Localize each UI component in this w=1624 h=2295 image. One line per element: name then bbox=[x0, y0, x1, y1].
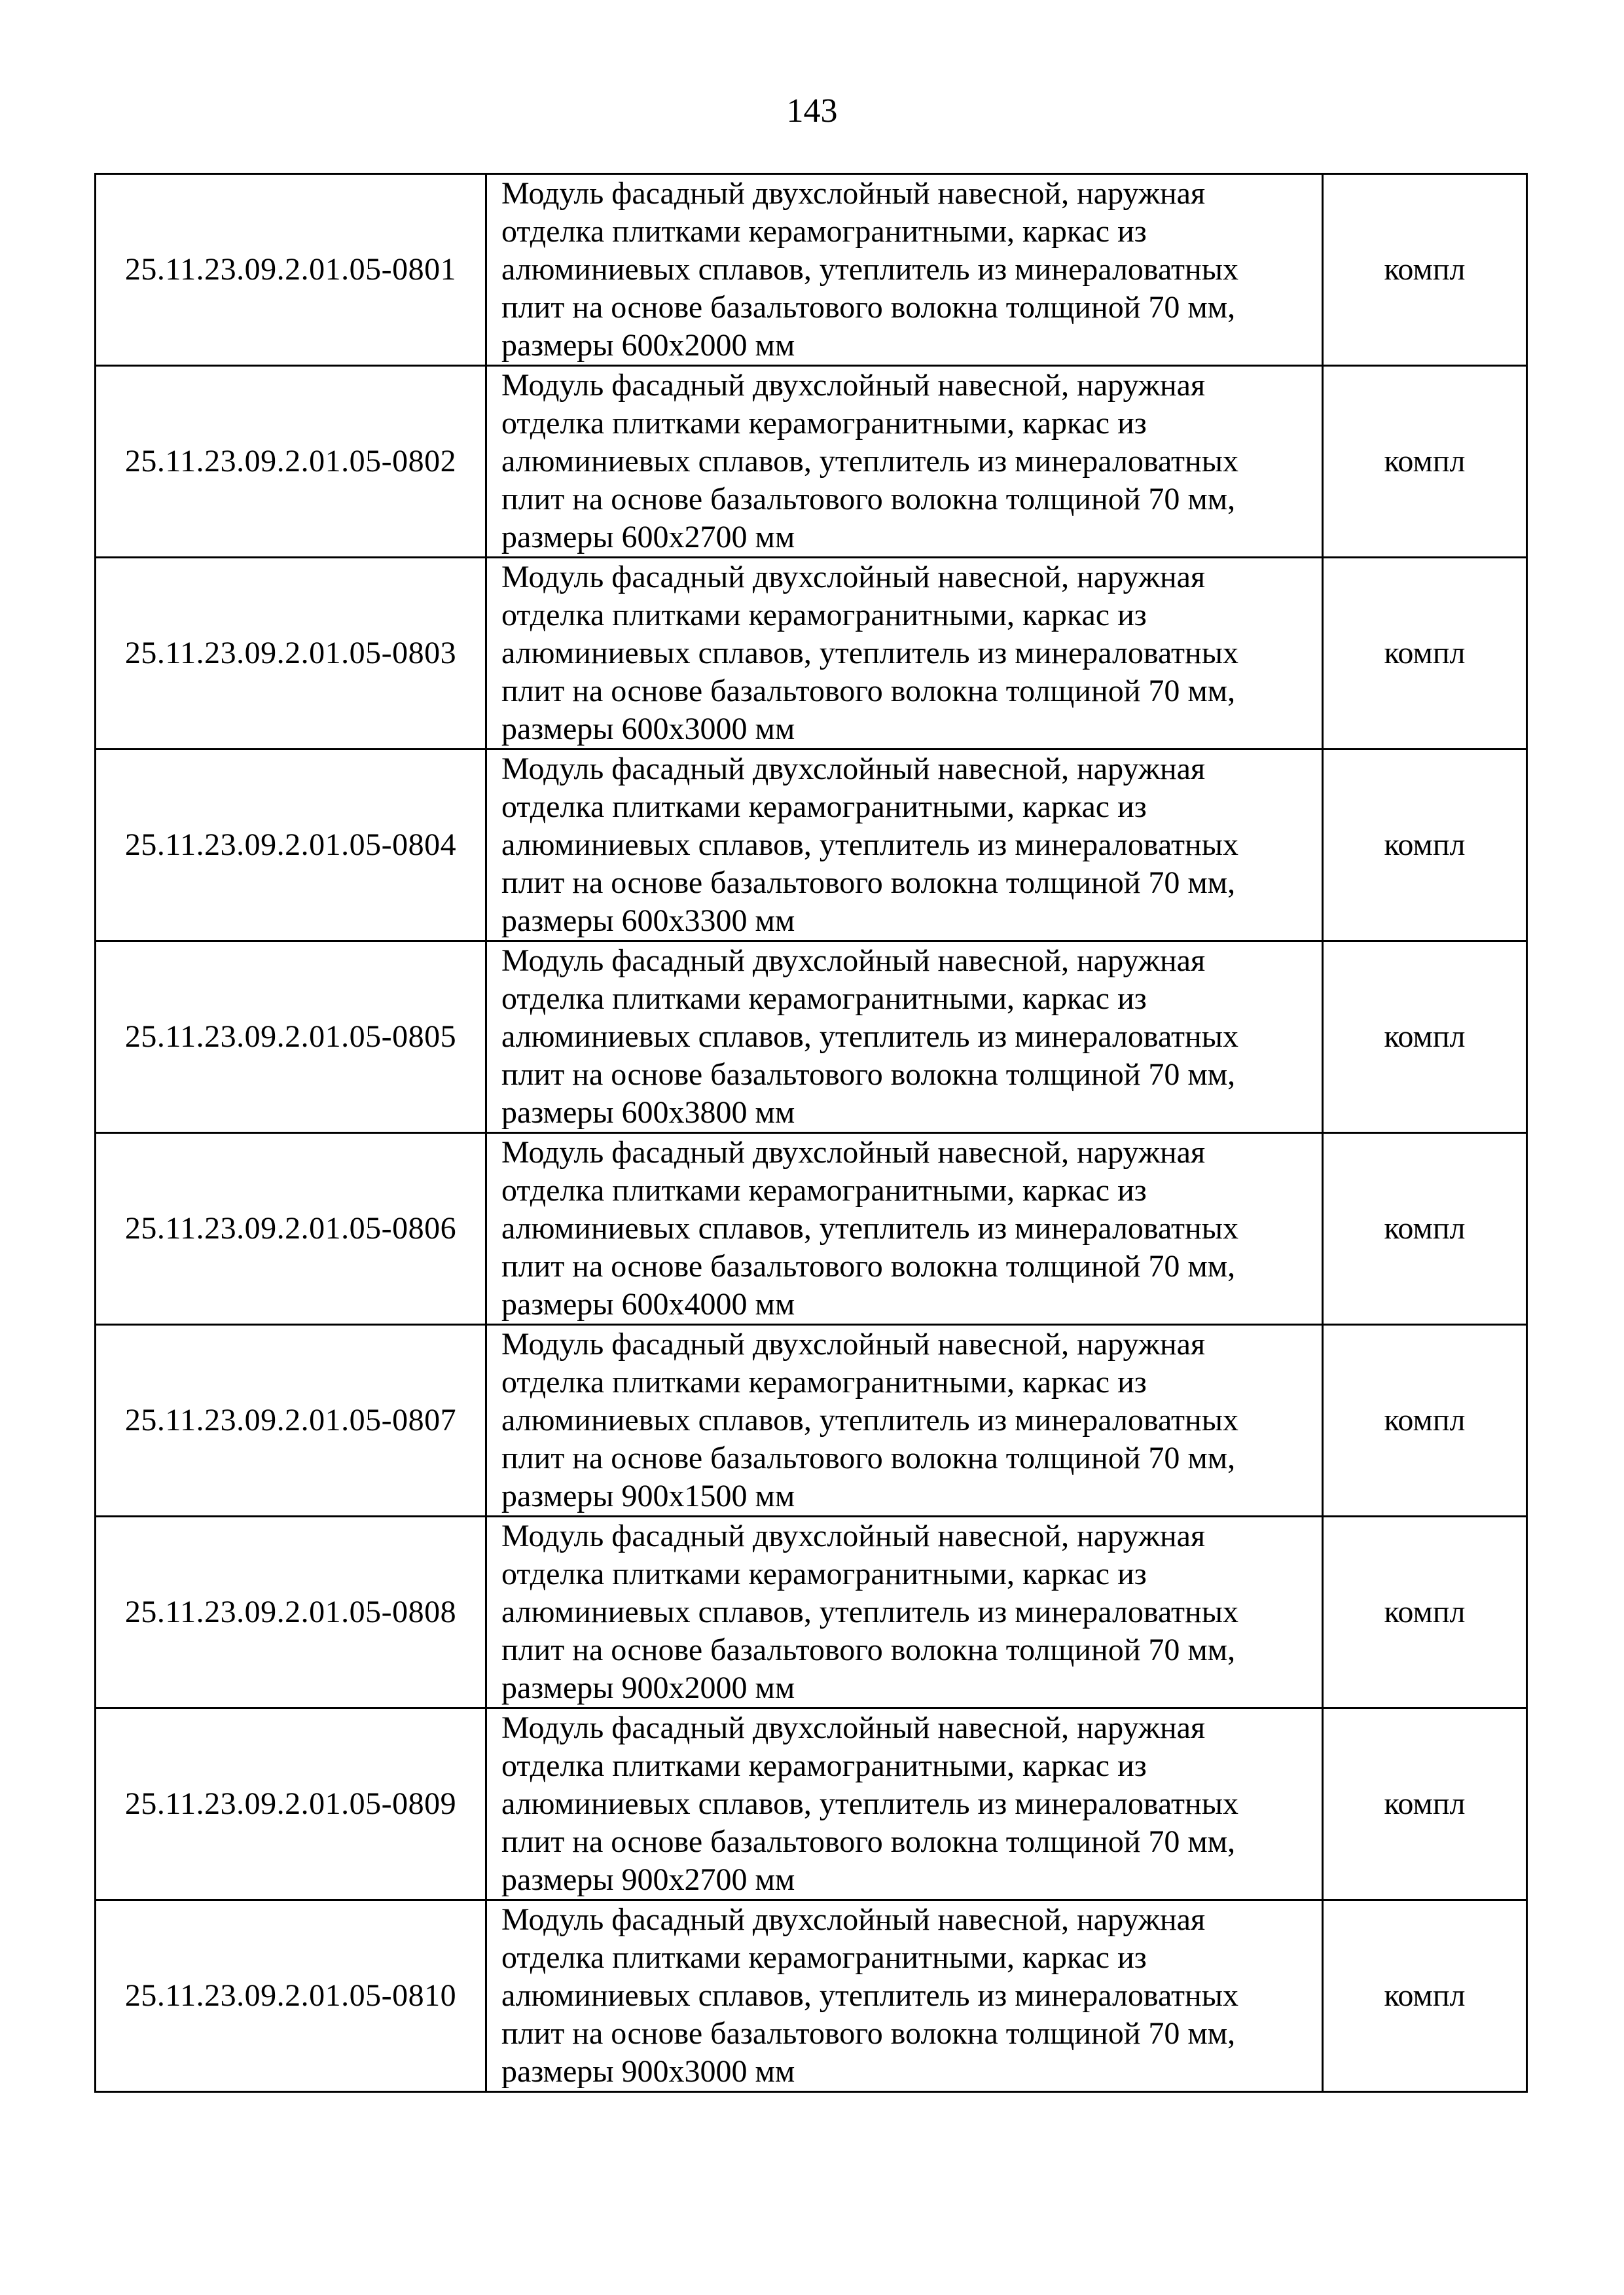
description-line: Модуль фасадный двухслойный навесной, наружная bbox=[501, 1902, 1206, 1937]
description-line: размеры 600х4000 мм bbox=[501, 1287, 795, 1322]
description-line: Модуль фасадный двухслойный навесной, наружная bbox=[501, 368, 1206, 403]
unit-cell: компл bbox=[1323, 366, 1527, 558]
description-line: Модуль фасадный двухслойный навесной, наружная bbox=[501, 943, 1206, 978]
description-line: размеры 900х2000 мм bbox=[501, 1671, 795, 1705]
description-line: Модуль фасадный двухслойный навесной, наружная bbox=[501, 560, 1206, 594]
resource-description-cell bbox=[486, 750, 1323, 941]
description-line: отделка плитками керамогранитными, каркас из bbox=[501, 1748, 1147, 1783]
table-row bbox=[96, 174, 1527, 366]
unit-cell: компл bbox=[1323, 1133, 1527, 1325]
unit-cell: компл bbox=[1323, 1325, 1527, 1517]
description-line: алюминиевых сплавов, утеплитель из минераловатных bbox=[501, 1978, 1238, 2013]
page-number: 143 bbox=[786, 92, 838, 130]
description-line: отделка плитками керамогранитными, каркас из bbox=[501, 1557, 1147, 1591]
description-line: Модуль фасадный двухслойный навесной, наружная bbox=[501, 1710, 1206, 1745]
resource-code-cell: 25.11.23.09.2.01.05-0806 bbox=[96, 1133, 486, 1325]
description-line: алюминиевых сплавов, утеплитель из минераловатных bbox=[501, 1019, 1238, 1054]
resource-code-cell: 25.11.23.09.2.01.05-0804 bbox=[96, 750, 486, 941]
description-line: алюминиевых сплавов, утеплитель из минераловатных bbox=[501, 1211, 1238, 1246]
resource-code-cell: 25.11.23.09.2.01.05-0807 bbox=[96, 1325, 486, 1517]
description-line: плит на основе базальтового волокна толщиной 70 мм, bbox=[501, 1249, 1236, 1284]
resource-table bbox=[94, 173, 1528, 2093]
resource-description-cell bbox=[486, 558, 1323, 750]
resource-description-cell bbox=[486, 1517, 1323, 1708]
description-line: отделка плитками керамогранитными, каркас из bbox=[501, 1173, 1147, 1208]
description-line: плит на основе базальтового волокна толщиной 70 мм, bbox=[501, 865, 1236, 900]
resource-description-cell bbox=[486, 174, 1323, 366]
table-body bbox=[96, 174, 1527, 2092]
description-line: размеры 900х3000 мм bbox=[501, 2054, 795, 2089]
description-line: плит на основе базальтового волокна толщиной 70 мм, bbox=[501, 1633, 1236, 1667]
description-line: плит на основе базальтового волокна толщиной 70 мм, bbox=[501, 1441, 1236, 1475]
description-line: плит на основе базальтового волокна толщиной 70 мм, bbox=[501, 2016, 1236, 2051]
description-line: плит на основе базальтового волокна толщиной 70 мм, bbox=[501, 482, 1236, 516]
description-line: алюминиевых сплавов, утеплитель из минераловатных bbox=[501, 1403, 1238, 1437]
resource-code-cell: 25.11.23.09.2.01.05-0805 bbox=[96, 941, 486, 1133]
table-row bbox=[96, 366, 1527, 558]
table-row bbox=[96, 1900, 1527, 2092]
description-line: алюминиевых сплавов, утеплитель из минераловатных bbox=[501, 1595, 1238, 1629]
description-line: размеры 900х2700 мм bbox=[501, 1862, 795, 1897]
description-line: плит на основе базальтового волокна толщиной 70 мм, bbox=[501, 674, 1236, 708]
resource-code-cell: 25.11.23.09.2.01.05-0802 bbox=[96, 366, 486, 558]
unit-cell: компл bbox=[1323, 1900, 1527, 2092]
unit-cell: компл bbox=[1323, 1708, 1527, 1900]
description-line: Модуль фасадный двухслойный навесной, наружная bbox=[501, 751, 1206, 786]
description-line: Модуль фасадный двухслойный навесной, наружная bbox=[501, 1327, 1206, 1362]
description-line: размеры 600х3300 мм bbox=[501, 903, 795, 938]
resource-description-cell bbox=[486, 1325, 1323, 1517]
resource-description-cell bbox=[486, 1708, 1323, 1900]
table-row bbox=[96, 1133, 1527, 1325]
resource-description-cell bbox=[486, 1900, 1323, 2092]
resource-code-cell: 25.11.23.09.2.01.05-0801 bbox=[96, 174, 486, 366]
description-line: размеры 600х2000 мм bbox=[501, 328, 795, 363]
table-row bbox=[96, 750, 1527, 941]
unit-cell: компл bbox=[1323, 941, 1527, 1133]
description-line: алюминиевых сплавов, утеплитель из минераловатных bbox=[501, 1786, 1238, 1821]
description-line: отделка плитками керамогранитными, каркас из bbox=[501, 789, 1147, 824]
table-row bbox=[96, 558, 1527, 750]
description-line: плит на основе базальтового волокна толщиной 70 мм, bbox=[501, 1824, 1236, 1859]
unit-cell: компл bbox=[1323, 1517, 1527, 1708]
unit-cell: компл bbox=[1323, 750, 1527, 941]
table-row bbox=[96, 941, 1527, 1133]
description-line: алюминиевых сплавов, утеплитель из минераловатных bbox=[501, 444, 1238, 479]
resource-code-cell: 25.11.23.09.2.01.05-0809 bbox=[96, 1708, 486, 1900]
description-line: отделка плитками керамогранитными, каркас из bbox=[501, 598, 1147, 632]
description-line: отделка плитками керамогранитными, каркас из bbox=[501, 1365, 1147, 1400]
description-line: отделка плитками керамогранитными, каркас из bbox=[501, 1940, 1147, 1975]
table-row bbox=[96, 1325, 1527, 1517]
description-line: отделка плитками керамогранитными, каркас из bbox=[501, 406, 1147, 441]
description-line: размеры 600х3800 мм bbox=[501, 1095, 795, 1130]
resource-code-cell: 25.11.23.09.2.01.05-0808 bbox=[96, 1517, 486, 1708]
description-line: отделка плитками керамогранитными, каркас из bbox=[501, 981, 1147, 1016]
unit-cell: компл bbox=[1323, 174, 1527, 366]
description-line: Модуль фасадный двухслойный навесной, наружная bbox=[501, 176, 1206, 211]
description-line: размеры 600х3000 мм bbox=[501, 712, 795, 746]
description-line: плит на основе базальтового волокна толщиной 70 мм, bbox=[501, 290, 1236, 325]
resource-description-cell bbox=[486, 941, 1323, 1133]
description-line: Модуль фасадный двухслойный навесной, наружная bbox=[501, 1135, 1206, 1170]
description-line: отделка плитками керамогранитными, каркас из bbox=[501, 214, 1147, 249]
resource-code-cell: 25.11.23.09.2.01.05-0803 bbox=[96, 558, 486, 750]
resource-code-cell: 25.11.23.09.2.01.05-0810 bbox=[96, 1900, 486, 2092]
description-line: алюминиевых сплавов, утеплитель из минераловатных bbox=[501, 827, 1238, 862]
table-row bbox=[96, 1708, 1527, 1900]
description-line: Модуль фасадный двухслойный навесной, наружная bbox=[501, 1519, 1206, 1553]
table-row bbox=[96, 1517, 1527, 1708]
resource-description-cell bbox=[486, 366, 1323, 558]
resource-description-cell bbox=[486, 1133, 1323, 1325]
description-line: размеры 600х2700 мм bbox=[501, 520, 795, 554]
description-line: размеры 900х1500 мм bbox=[501, 1479, 795, 1513]
description-line: плит на основе базальтового волокна толщиной 70 мм, bbox=[501, 1057, 1236, 1092]
unit-cell: компл bbox=[1323, 558, 1527, 750]
description-line: алюминиевых сплавов, утеплитель из минераловатных bbox=[501, 636, 1238, 670]
description-line: алюминиевых сплавов, утеплитель из минераловатных bbox=[501, 252, 1238, 287]
